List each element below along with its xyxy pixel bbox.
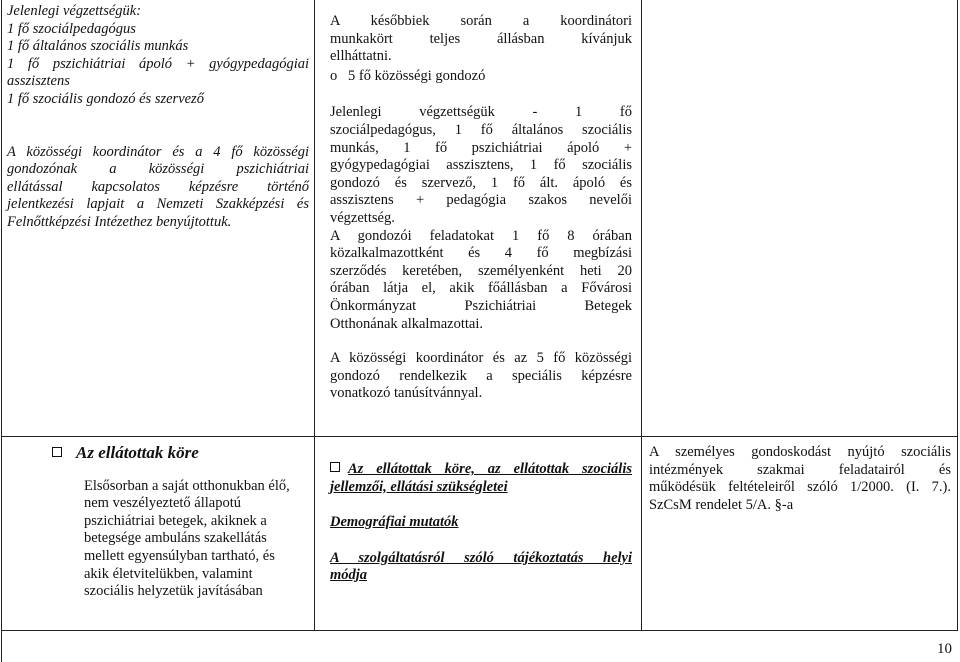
clients-body-line: mellett egyensúlyban tartható, és	[84, 547, 275, 564]
employment-line: szerződés keretében, személyenként heti 20	[330, 262, 632, 279]
qualifications-line: gondozó és szervező, 1 fő ált. ápoló és	[330, 174, 632, 191]
regulation-line: intézmények szakmai feladatairól és	[649, 461, 951, 478]
qualification-line: asszisztens	[7, 73, 70, 90]
training-paragraph-line: Felnőttképzési Intézethez benyújtottuk.	[7, 213, 232, 230]
certificate-line: A közösségi koordinátor és az 5 fő közösségi	[330, 350, 632, 367]
clients-characteristics-heading-cont: jellemzői, ellátási szükségletei	[330, 478, 508, 495]
bottom-middle-cell	[330, 461, 632, 585]
regulation-line: SzCsM rendelet 5/A. §-a	[649, 496, 794, 513]
qualifications-heading: Jelenlegi végzettségük:	[7, 3, 142, 19]
top-left-cell	[7, 3, 309, 232]
qualifications-line: gyógypedagógiai asszisztens, 1 fő szociális	[330, 157, 632, 174]
certificate-line: gondozó rendelkezik a speciális képzésre	[330, 367, 632, 384]
clients-body-line: betegsége ambuláns szakellátás	[84, 530, 267, 547]
top-middle-cell	[330, 13, 632, 403]
circle-bullet-icon: o	[330, 67, 338, 84]
page-number: 10	[937, 641, 952, 657]
regulation-line: A személyes gondoskodást nyújtó szociális	[649, 444, 951, 460]
checkbox-square-icon	[330, 462, 340, 472]
information-method-heading-cont: módja	[330, 567, 368, 584]
clients-heading: Az ellátottak köre	[52, 444, 310, 462]
clients-body-line: szociális helyzetük javításában	[84, 583, 263, 600]
employment-line: közalkalmazottként és 4 fő megbízási	[330, 245, 632, 262]
qualification-line: 1 fő szociálpedagógus	[7, 20, 136, 37]
caregiver-bullet-text: 5 fő közösségi gondozó	[348, 67, 486, 84]
table-divider-1	[314, 0, 315, 630]
employment-line: A gondozói feladatokat 1 fő 8 órában	[330, 227, 632, 244]
employment-line: Önkormányzat Pszichiátriai Betegek	[330, 297, 632, 314]
qualification-line: 1 fő általános szociális munkás	[7, 38, 189, 55]
training-paragraph-line: gondozónak a közösségi pszichiátriai	[7, 161, 309, 178]
table-bottom-border	[1, 630, 958, 631]
clients-body-line: akik életvitelükben, valamint	[84, 565, 253, 582]
qualification-line: 1 fő pszichiátriai ápoló + gyógypedagógiai	[7, 55, 309, 72]
information-method-heading: A szolgáltatásról szóló tájékoztatás helyi	[330, 549, 632, 566]
training-paragraph-line: ellátással kapcsolatos képzésre történő	[7, 178, 309, 195]
qualifications-line: Jelenlegi végzettségük - 1 fő	[330, 104, 632, 121]
table-left-border	[1, 0, 2, 662]
demographics-heading: Demográfiai mutatók	[330, 514, 459, 531]
clients-characteristics-heading: Az ellátottak köre, az ellátottak szociális	[330, 461, 632, 479]
bottom-left-cell	[60, 444, 310, 601]
table-divider-2	[641, 0, 642, 630]
table-right-border	[957, 0, 958, 630]
coordinator-plan-line: A későbbiek során a koordinátori	[330, 13, 632, 29]
clients-body-line: Elsősorban a saját otthonukban élő,	[84, 477, 290, 494]
clients-body-line: nem veszélyeztető állapotú	[84, 495, 242, 512]
coordinator-plan-line: munkakört teljes állásban kívánjuk	[330, 30, 632, 47]
qualifications-line: asszisztens + pedagógia szakos nevelői	[330, 192, 632, 209]
caregiver-bullet	[330, 68, 632, 86]
qualifications-line: szociálpedagógus, 1 fő általános szociális	[330, 121, 632, 138]
employment-line: Otthonának alkalmazottai.	[330, 315, 484, 332]
employment-line: órában látja el, akik főállásban a Fővárosi	[330, 280, 632, 297]
training-paragraph-line: jelentkezési lapjait a Nemzeti Szakképzési és	[7, 196, 309, 213]
regulation-line: működésük feltételeiről szóló 1/2000. (I. 7.).	[649, 479, 951, 496]
checkbox-square-icon	[52, 447, 62, 457]
qualifications-line: végzettség.	[330, 209, 395, 226]
clients-body-line: pszichiátriai betegek, akiknek a	[84, 512, 267, 529]
qualification-line: 1 fő szociális gondozó és szervező	[7, 90, 204, 107]
training-paragraph-line: A közösségi koordinátor és a 4 fő közösségi	[7, 143, 309, 160]
table-row-divider	[1, 436, 958, 437]
qualifications-line: munkás, 1 fő pszichiátriai ápoló +	[330, 139, 632, 156]
certificate-line: vonatkozó tanúsítvánnyal.	[330, 385, 483, 402]
coordinator-plan-line: ellháttatni.	[330, 48, 392, 65]
bottom-right-cell	[649, 444, 951, 514]
